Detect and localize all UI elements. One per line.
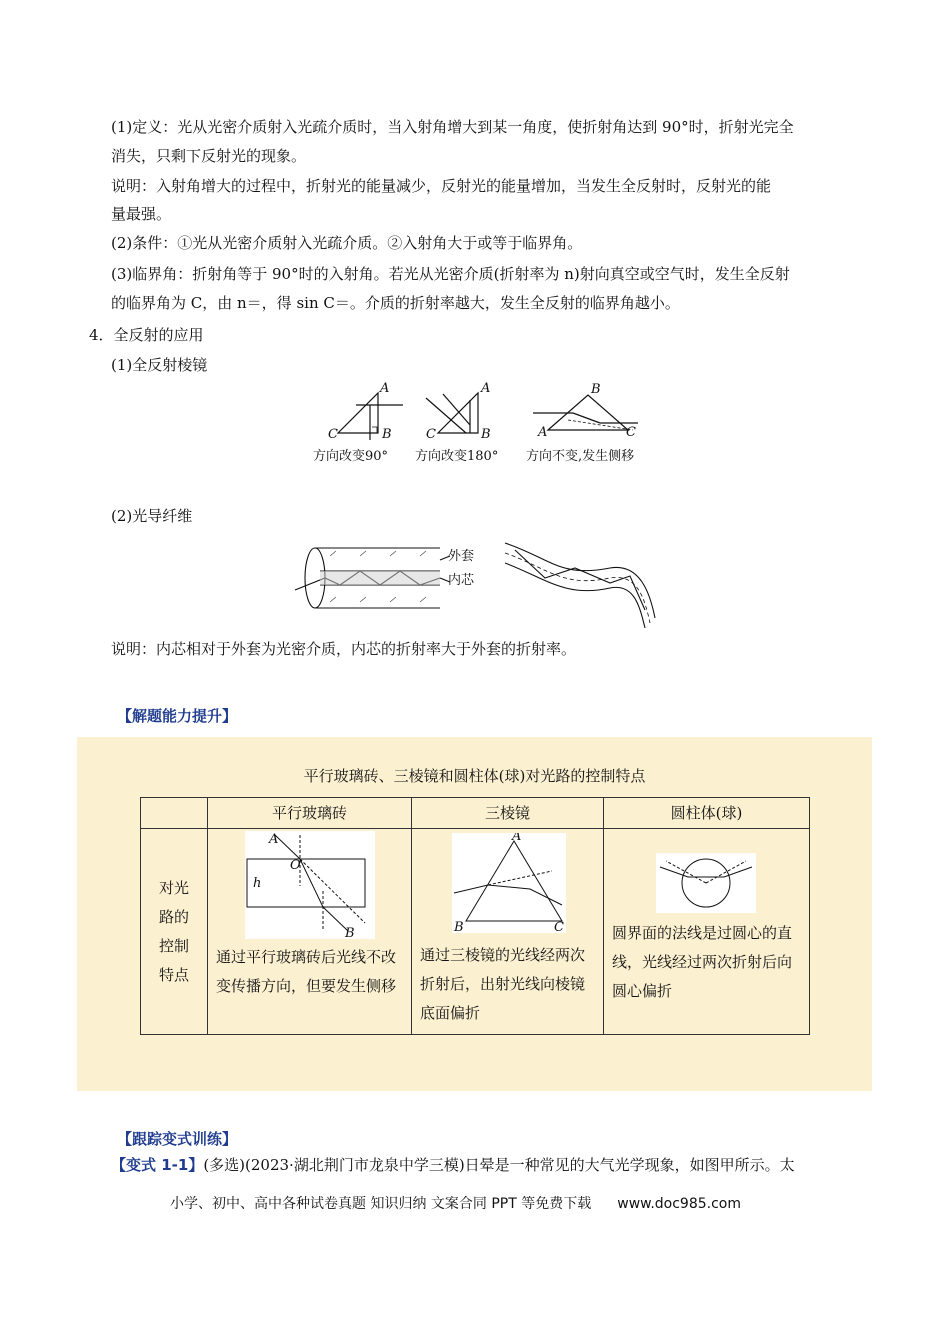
exercise-line (111, 1151, 863, 1179)
total-reflection-prism-figure (308, 380, 668, 470)
prism-description: 通过三棱镜的光线经两次折射后，出射光线向棱镜底面偏折 (420, 946, 586, 1022)
footer-text: 小学、初中、高中各种试卷真题 知识归纳 文案合同 PPT 等免费下载 (170, 1196, 592, 1212)
fiber-core-label: 内芯 (448, 573, 475, 588)
exercise-tag: 【变式 1-1】 (111, 1156, 204, 1174)
caption-180: 方向改变180° (415, 449, 499, 464)
exercise-text: (多选)(2023·湖北荆门市龙泉中学三模)日晕是一种常见的大气光学现象，如图甲所示。太 (203, 1156, 795, 1174)
footer (170, 1193, 741, 1213)
cylinder-svg (656, 853, 756, 913)
cylinder-description: 圆界面的法线是过圆心的直线，光线经过两次折射后向圆心偏折 (612, 924, 793, 1000)
table-caption: 平行玻璃砖、三棱镜和圆柱体(球)对光路的控制特点 (303, 767, 646, 785)
prism3-label-c: C (626, 425, 636, 440)
caption-shift: 方向不变,发生侧移 (526, 449, 635, 464)
prism-diagram (452, 833, 566, 933)
definition-line-2: 消失，只剩下反射光的现象。 (111, 147, 307, 165)
cell-glass-brick (208, 829, 412, 1035)
note-line-1: 说明：入射角增大的过程中，折射光的能量减少，反射光的能量增加，当发生全反射时，反射光的能 (111, 177, 772, 195)
condition-line: (2)条件：①光从光密介质射入光疏介质。②入射角大于或等于临界角。 (111, 234, 583, 252)
prism2-label-a: A (481, 381, 491, 396)
row-label (141, 829, 208, 1035)
footer-url[interactable]: www.doc985.com (617, 1196, 741, 1212)
ability-section-title: 【解题能力提升】 (117, 707, 238, 725)
application-heading: 4．全反射的应用 (89, 326, 204, 344)
prism-subheading: (1)全反射棱镜 (111, 356, 208, 374)
definition-line-1: (1)定义：光从光密介质射入光疏介质时，当入射角增大到某一角度，使折射角达到 90°时，折射光完全 (111, 118, 794, 136)
header-glass-brick: 平行玻璃砖 (208, 798, 412, 829)
glass-brick-description: 通过平行玻璃砖后光线不改变传播方向，但要发生侧移 (216, 948, 397, 995)
optical-fiber-figure (290, 538, 660, 628)
prism1-label-c: C (328, 427, 338, 442)
cell-prism (412, 829, 604, 1035)
prism1-label-b: B (382, 427, 392, 442)
tri-label-c: C (554, 920, 564, 933)
header-cylinder: 圆柱体(球) (604, 798, 810, 829)
critical-angle-line-2: 的临界角为 C，由 n＝，得 sin C＝。介质的折射率越大，发生全反射的临界角越小。 (111, 294, 680, 312)
row-label-line: 对光 (158, 878, 189, 897)
row-label-line: 路的 (158, 907, 189, 926)
summary-box (77, 737, 872, 1091)
glass-brick-diagram (245, 831, 375, 939)
critical-angle-line-1: (3)临界角：折射角等于 90°时的入射角。若光从光密介质(折射率为 n)射向真空或空气时，发生全反射 (111, 265, 790, 283)
tri-label-b: B (454, 920, 464, 933)
row-label-line: 特点 (158, 965, 189, 984)
glass-brick-svg (245, 831, 375, 939)
fiber-note: 说明：内芯相对于外套为光密介质，内芯的折射率大于外套的折射率。 (111, 640, 577, 658)
fiber-subheading: (2)光导纤维 (111, 507, 193, 525)
prism3-label-b: B (591, 382, 601, 397)
optical-control-table (140, 797, 810, 1035)
brick-label-a: A (269, 832, 279, 847)
training-section-title: 【跟踪变式训练】 (117, 1130, 238, 1148)
caption-90: 方向改变90° (313, 449, 389, 464)
tri-label-a: A (512, 833, 522, 844)
cylinder-diagram (656, 853, 756, 913)
prism-svg (452, 833, 566, 933)
fiber-outer-label: 外套 (448, 549, 475, 564)
brick-label-b: B (345, 926, 355, 939)
note-line-2: 量最强。 (111, 205, 172, 223)
prism2-label-c: C (426, 427, 436, 442)
prism1-label-a: A (380, 381, 390, 396)
header-empty (141, 798, 208, 829)
prism2-label-b: B (481, 427, 491, 442)
header-prism: 三棱镜 (412, 798, 604, 829)
prism-diagrams-svg (308, 380, 668, 470)
cell-cylinder (604, 829, 810, 1035)
brick-label-h: h (253, 876, 262, 891)
brick-label-o: O (290, 858, 301, 873)
row-label-line: 控制 (158, 936, 189, 955)
fiber-diagram-svg (290, 538, 660, 628)
prism3-label-a: A (538, 425, 548, 440)
